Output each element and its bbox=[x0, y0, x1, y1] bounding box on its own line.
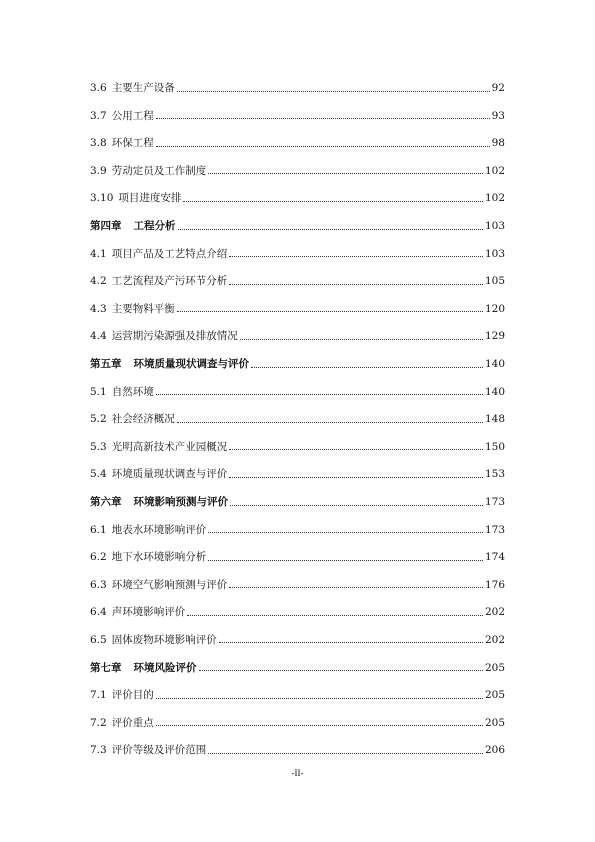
toc-entry-number: 5.4 bbox=[90, 468, 107, 481]
toc-entry-number: 6.5 bbox=[90, 633, 107, 646]
toc-entry-page: 93 bbox=[491, 109, 505, 122]
toc-entry-number: 6.3 bbox=[90, 578, 107, 591]
toc-chapter-row[interactable] bbox=[90, 645, 505, 673]
toc-chapter-row[interactable] bbox=[90, 480, 505, 508]
toc-entry-title: 运营期污染源强及排放情况 bbox=[111, 330, 238, 343]
toc-dot-leader bbox=[156, 698, 483, 699]
toc-entry-page: 153 bbox=[484, 468, 505, 481]
toc-entry-title: 工程分析 bbox=[133, 220, 176, 233]
toc-section-row[interactable] bbox=[90, 701, 505, 729]
toc-section-row[interactable] bbox=[90, 370, 505, 398]
toc-dot-leader bbox=[230, 505, 483, 506]
toc-entry-page: 120 bbox=[484, 302, 505, 315]
toc-dot-leader bbox=[183, 201, 483, 202]
toc-dot-leader bbox=[178, 229, 483, 230]
toc-entry-title: 环境影响预测与评价 bbox=[133, 496, 228, 508]
toc-entry-title: 劳动定员及工作制度 bbox=[111, 164, 207, 177]
toc-entry-page: 140 bbox=[484, 358, 505, 371]
toc-entry-page: 129 bbox=[484, 330, 505, 343]
toc-entry-title: 环境空气影响预测与评价 bbox=[111, 578, 228, 591]
toc-entry-number: 5.3 bbox=[90, 440, 107, 453]
toc-entry-number: 3.6 bbox=[90, 82, 107, 95]
toc-section-row[interactable] bbox=[90, 618, 505, 646]
toc-list bbox=[90, 66, 505, 756]
toc-dot-leader bbox=[177, 311, 483, 312]
toc-entry-title: 工艺流程及产污环节分析 bbox=[111, 275, 228, 288]
toc-entry-page: 174 bbox=[484, 551, 505, 564]
toc-entry-page: 173 bbox=[484, 523, 505, 536]
toc-dot-leader bbox=[199, 670, 483, 671]
toc-entry-number: 3.10 bbox=[90, 192, 114, 205]
toc-entry-number: 第七章 bbox=[90, 661, 122, 674]
toc-entry-title: 评价目的 bbox=[111, 689, 154, 702]
toc-entry-title: 主要生产设备 bbox=[111, 82, 175, 95]
toc-entry-title: 评价重点 bbox=[111, 716, 154, 729]
toc-dot-leader bbox=[251, 367, 483, 368]
toc-dot-leader bbox=[229, 256, 483, 257]
toc-entry-title: 主要物料平衡 bbox=[111, 302, 175, 315]
toc-section-row[interactable] bbox=[90, 397, 505, 425]
toc-entry-page: 202 bbox=[484, 633, 505, 646]
toc-entry-page: 92 bbox=[491, 82, 505, 95]
toc-entry-number: 3.9 bbox=[90, 164, 107, 177]
toc-entry-page: 148 bbox=[484, 413, 505, 426]
toc-dot-leader bbox=[208, 560, 483, 561]
toc-dot-leader bbox=[177, 91, 490, 92]
toc-entry-title: 项目进度安排 bbox=[118, 192, 182, 205]
toc-entry-title: 社会经济概况 bbox=[111, 413, 175, 426]
toc-entry-page: 150 bbox=[484, 440, 505, 453]
toc-entry-page: 98 bbox=[491, 137, 505, 150]
toc-entry-number: 6.1 bbox=[90, 523, 107, 536]
toc-section-row[interactable] bbox=[90, 121, 505, 149]
toc-entry-number: 3.7 bbox=[90, 109, 107, 122]
toc-entry-title: 地下水环境影响分析 bbox=[111, 551, 207, 564]
toc-section-row[interactable] bbox=[90, 452, 505, 480]
toc-entry-number: 4.1 bbox=[90, 247, 107, 260]
toc-chapter-row[interactable] bbox=[90, 204, 505, 232]
toc-entry-title: 声环境影响评价 bbox=[111, 606, 186, 619]
table-of-contents bbox=[90, 66, 505, 756]
toc-entry-title: 自然环境 bbox=[111, 385, 154, 398]
toc-entry-page: 205 bbox=[484, 661, 505, 674]
toc-entry-title: 环保工程 bbox=[111, 137, 154, 150]
toc-section-row[interactable] bbox=[90, 232, 505, 260]
toc-entry-page: 176 bbox=[484, 578, 505, 591]
toc-section-row[interactable] bbox=[90, 259, 505, 287]
toc-entry-title: 环境风险评价 bbox=[133, 661, 197, 674]
toc-dot-leader bbox=[229, 284, 483, 285]
toc-entry-title: 固体废物环境影响评价 bbox=[111, 633, 217, 646]
toc-dot-leader bbox=[187, 615, 483, 616]
toc-dot-leader bbox=[177, 422, 483, 423]
toc-entry-number: 第四章 bbox=[90, 220, 122, 233]
toc-dot-leader bbox=[156, 725, 483, 726]
toc-entry-page: 205 bbox=[484, 716, 505, 729]
toc-entry-title: 光明高新技术产业园概况 bbox=[111, 440, 228, 453]
toc-dot-leader bbox=[229, 477, 483, 478]
toc-dot-leader bbox=[240, 339, 483, 340]
toc-entry-title: 环境质量现状调查与评价 bbox=[111, 468, 228, 481]
toc-section-row[interactable] bbox=[90, 176, 505, 204]
toc-section-row[interactable] bbox=[90, 314, 505, 342]
toc-entry-number: 4.2 bbox=[90, 275, 107, 288]
toc-dot-leader bbox=[208, 173, 483, 174]
toc-dot-leader bbox=[208, 532, 483, 533]
toc-dot-leader bbox=[156, 118, 490, 119]
toc-entry-page: 202 bbox=[484, 606, 505, 619]
toc-dot-leader bbox=[156, 394, 483, 395]
toc-entry-number: 第六章 bbox=[90, 496, 122, 508]
page-number: -II- bbox=[291, 768, 304, 778]
toc-entry-number: 6.2 bbox=[90, 551, 107, 564]
toc-dot-leader bbox=[229, 587, 483, 588]
toc-entry-page: 103 bbox=[484, 247, 505, 260]
toc-entry-number: 5.2 bbox=[90, 413, 107, 426]
toc-dot-leader bbox=[156, 146, 490, 147]
toc-section-row[interactable] bbox=[90, 508, 505, 536]
toc-entry-page: 103 bbox=[484, 220, 505, 233]
toc-entry-page: 102 bbox=[484, 192, 505, 205]
toc-entry-number: 7.1 bbox=[90, 689, 107, 702]
toc-section-row[interactable] bbox=[90, 673, 505, 701]
toc-entry-page: 173 bbox=[484, 496, 505, 508]
toc-entry-title: 项目产品及工艺特点介绍 bbox=[111, 247, 228, 260]
toc-entry-number: 7.3 bbox=[90, 744, 107, 757]
toc-section-row[interactable] bbox=[90, 425, 505, 453]
toc-section-row[interactable] bbox=[90, 728, 505, 756]
toc-entry-page: 206 bbox=[484, 744, 505, 757]
toc-entry-page: 105 bbox=[484, 275, 505, 288]
toc-entry-number: 5.1 bbox=[90, 385, 107, 398]
toc-entry-number: 6.4 bbox=[90, 606, 107, 619]
toc-entry-number: 4.4 bbox=[90, 330, 107, 343]
toc-section-row[interactable] bbox=[90, 287, 505, 315]
toc-entry-number: 4.3 bbox=[90, 302, 107, 315]
toc-section-row[interactable] bbox=[90, 563, 505, 591]
toc-dot-leader bbox=[219, 642, 483, 643]
toc-chapter-row[interactable] bbox=[90, 342, 505, 370]
toc-section-row[interactable] bbox=[90, 590, 505, 618]
toc-entry-title: 公用工程 bbox=[111, 109, 154, 122]
toc-dot-leader bbox=[208, 753, 483, 754]
toc-entry-title: 地表水环境影响评价 bbox=[111, 523, 207, 536]
toc-entry-number: 第五章 bbox=[90, 358, 122, 371]
toc-dot-leader bbox=[229, 449, 483, 450]
toc-entry-page: 205 bbox=[484, 689, 505, 702]
toc-entry-number: 7.2 bbox=[90, 716, 107, 729]
toc-entry-number: 3.8 bbox=[90, 137, 107, 150]
toc-entry-page: 102 bbox=[484, 164, 505, 177]
toc-section-row[interactable] bbox=[90, 535, 505, 563]
toc-entry-page: 140 bbox=[484, 385, 505, 398]
toc-entry-title: 评价等级及评价范围 bbox=[111, 744, 207, 757]
toc-section-row[interactable] bbox=[90, 94, 505, 122]
toc-section-row[interactable] bbox=[90, 149, 505, 177]
toc-section-row[interactable] bbox=[90, 66, 505, 94]
toc-entry-title: 环境质量现状调查与评价 bbox=[133, 358, 249, 371]
